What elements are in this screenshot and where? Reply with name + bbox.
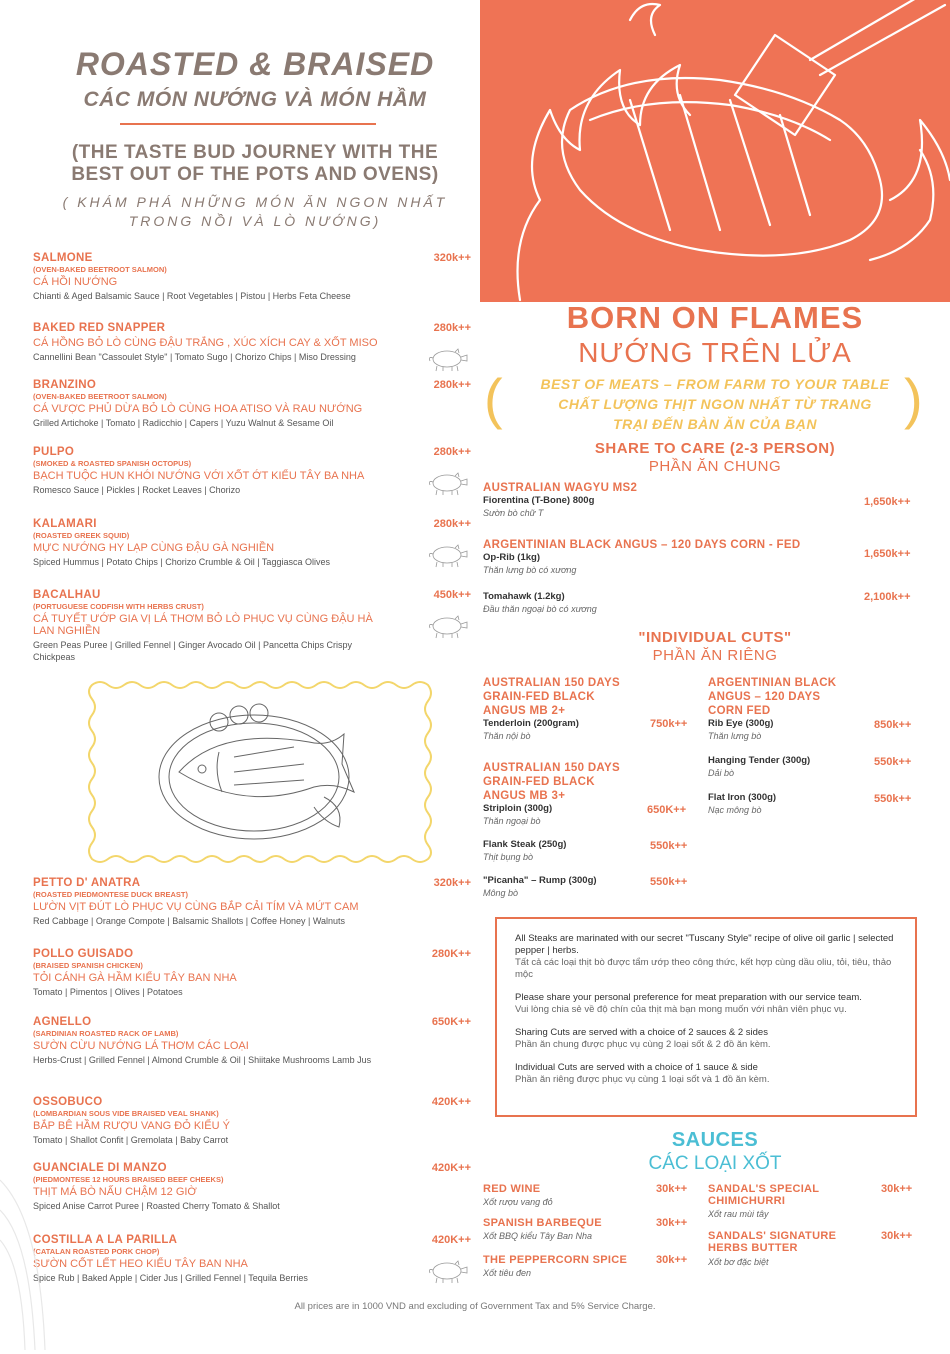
page-subtitle: CÁC MÓN NƯỚNG VÀ MÓN HẦM bbox=[83, 88, 427, 111]
dish-vi: BẮP BÊ HẦM RƯỢU VANG ĐỎ KIỂU Ý bbox=[33, 1120, 230, 1132]
dish-ingredients: Tomato | Pimentos | Olives | Potatoes bbox=[33, 987, 183, 997]
price-footnote: All prices are in 1000 VND and excluding of Government Tax and 5% Service Charge. bbox=[294, 1301, 656, 1312]
dish-vi: BẠCH TUỘC HUN KHÓI NƯỚNG VỚI XỐT ỚT KIỂU TÂY BA NHA bbox=[33, 470, 365, 482]
dish-price: 280k++ bbox=[433, 518, 471, 530]
dish-desc: (ROASTED GREEK SQUID) bbox=[33, 531, 130, 540]
cut-name: Flank Steak (250g) bbox=[483, 839, 567, 850]
dish-vi: TỎI CÁNH GÀ HẦM KIỂU TÂY BAN NHA bbox=[33, 972, 237, 984]
dish-desc: (OVEN-BAKED BEETROOT SALMON) bbox=[33, 392, 167, 401]
pork-icon bbox=[425, 613, 471, 639]
dish-name: SALMONE bbox=[33, 252, 93, 264]
individual-title: "INDIVIDUAL CUTS" bbox=[638, 629, 792, 646]
dish-ingredients: Herbs-Crust | Grilled Fennel | Almond Crumble & Oil | Shiitake Mushrooms Lamb Jus bbox=[33, 1055, 372, 1065]
cut-vi: Đầu thăn ngoại bò có xương bbox=[483, 604, 597, 614]
dish-name: AGNELLO bbox=[33, 1016, 92, 1028]
note-text-vi: Vui lòng chia sẻ về độ chín của thịt mà bạn mong muốn với nhân viên phục vụ. bbox=[515, 1004, 847, 1015]
cut-price: 850k++ bbox=[874, 719, 912, 731]
menu-item bbox=[33, 1016, 471, 1066]
menu-item bbox=[33, 446, 471, 496]
cut-name: Fiorentina (T-Bone) 800g bbox=[483, 495, 595, 506]
sauce-vi: Xốt bơ đặc biệt bbox=[708, 1257, 769, 1267]
note-text: Please share your personal preference for meat preparation with our service team. bbox=[515, 992, 862, 1003]
cut-name: "Picanha" – Rump (300g) bbox=[483, 875, 597, 886]
note-text-vi: Phần ăn chung được phục vụ cùng 2 loại sốt & 2 đồ ăn kèm. bbox=[515, 1039, 771, 1050]
sauce-price: 30k++ bbox=[881, 1230, 913, 1242]
pork-icon bbox=[425, 1258, 471, 1284]
share-title: SHARE TO CARE (2-3 PERSON) bbox=[594, 440, 836, 457]
dish-name: PULPO bbox=[33, 446, 75, 458]
tagline: (THE TASTE BUD JOURNEY WITH THE BEST OUT OF THE POTS AND OVENS) bbox=[71, 142, 439, 185]
dish-ingredients: Grilled Artichoke | Tomato | Radicchio | Capers | Yuzu Walnut & Sesame Oil bbox=[33, 418, 334, 428]
sauce-vi: Xốt tiêu đen bbox=[483, 1268, 532, 1278]
hero-title-vi: NƯỚNG TRÊN LỬA bbox=[578, 337, 852, 368]
dish-ingredients: Green Peas Puree | Grilled Fennel | Ginger Avocado Oil | Pancetta Chips Crispy Chickpeas bbox=[33, 640, 353, 662]
cut-vi: Thịt bụng bò bbox=[483, 852, 534, 862]
dish-vi: CÁ HỒI NƯỚNG bbox=[33, 276, 118, 288]
cut-price: 650K++ bbox=[647, 804, 687, 816]
cut-vi: Thăn ngoại bò bbox=[483, 816, 541, 826]
dish-desc: (PORTUGUESE CODFISH WITH HERBS CRUST) bbox=[33, 602, 204, 611]
dish-price: 280k++ bbox=[433, 322, 471, 334]
note-text: Sharing Cuts are served with a choice of 2 sauces & 2 sides bbox=[515, 1027, 768, 1038]
cut-vi: Sườn bò chữ T bbox=[483, 508, 544, 518]
dish-vi: THỊT MÁ BÒ NẤU CHẬM 12 GIỜ bbox=[33, 1186, 197, 1198]
dish-price: 420K++ bbox=[431, 1096, 471, 1108]
dish-price: 450k++ bbox=[433, 589, 471, 601]
dish-ingredients: Chianti & Aged Balsamic Sauce | Root Vegetables | Pistou | Herbs Feta Cheese bbox=[33, 291, 351, 301]
dish-desc: (CATALAN ROASTED PORK CHOP) bbox=[33, 1247, 160, 1256]
paren-right: ) bbox=[904, 367, 923, 430]
cut-origin: ARGENTINIAN BLACK ANGUS – 120 DAYS CORN FED bbox=[708, 677, 837, 717]
cut-price: 550k++ bbox=[874, 756, 912, 768]
dish-name: COSTILLA A LA PARILLA bbox=[33, 1234, 178, 1246]
note-text-vi: Tất cả các loại thịt bò được tẩm ướp theo công thức, kết hợp cùng dầu oliu, tỏi, tiêu, thảo mộc bbox=[515, 957, 892, 980]
cut-origin: AUSTRALIAN 150 DAYS GRAIN-FED BLACK ANGUS MB 3+ bbox=[483, 762, 620, 802]
grilled-meat-illustration bbox=[480, 0, 950, 302]
steak-notes bbox=[495, 917, 917, 1117]
sauce-price: 30k++ bbox=[656, 1217, 688, 1229]
cut-name: Tomahawk (1.2kg) bbox=[483, 591, 565, 602]
cut-name: Striploin (300g) bbox=[483, 803, 553, 814]
dish-desc: (BRAISED SPANISH CHICKEN) bbox=[33, 961, 143, 970]
dish-name: PETTO D' ANATRA bbox=[33, 877, 141, 889]
note-text: All Steaks are marinated with our secret "Tuscany Style" recipe of olive oil garlic | selected pepper | herbs. bbox=[515, 933, 894, 956]
cut-price: 1,650k++ bbox=[864, 548, 911, 560]
dish-ingredients: Cannellini Bean "Cassoulet Style" | Tomato Sugo | Chorizo Chips | Miso Dressing bbox=[33, 352, 356, 362]
dish-ingredients: Spiced Anise Carrot Puree | Roasted Cherry Tomato & Shallot bbox=[33, 1201, 280, 1211]
dish-price: 420K++ bbox=[431, 1162, 471, 1174]
dish-ingredients: Red Cabbage | Orange Compote | Balsamic Shallots | Coffee Honey | Walnuts bbox=[33, 916, 346, 926]
dish-desc: (SARDINIAN ROASTED RACK OF LAMB) bbox=[33, 1029, 179, 1038]
dish-ingredients: Spiced Hummus | Potato Chips | Chorizo Crumble & Oil | Taggiasca Olives bbox=[33, 557, 330, 567]
note-text-vi: Phần ăn riêng được phục vụ cùng 1 loại sốt và 1 đồ ăn kèm. bbox=[515, 1074, 770, 1085]
dish-name: GUANCIALE DI MANZO bbox=[33, 1162, 167, 1174]
cut-name: Tenderloin (200gram) bbox=[483, 718, 579, 729]
cut-vi: Thăn lưng bò bbox=[708, 731, 762, 741]
cut-name: Op-Rib (1kg) bbox=[483, 552, 540, 563]
dish-price: 650K++ bbox=[431, 1016, 471, 1028]
cut-vi: Thăn nội bò bbox=[483, 731, 531, 741]
cut-price: 550k++ bbox=[874, 793, 912, 805]
dish-vi: LƯỜN VỊT ĐÚT LÒ PHỤC VỤ CÙNG BẮP CẢI TÍM VÀ MỨT CAM bbox=[33, 901, 359, 913]
dish-name: POLLO GUISADO bbox=[33, 948, 134, 960]
sauces-title-vi: CÁC LOẠI XỐT bbox=[648, 1153, 782, 1174]
dish-ingredients: Romesco Sauce | Pickles | Rocket Leaves | Chorizo bbox=[33, 485, 241, 495]
dish-vi: CÁ TUYẾT ƯỚP GIA VỊ LÁ THƠM BỎ LÒ PHỤC VỤ CÙNG ĐẬU HÀ LAN NGHIỀN bbox=[33, 613, 373, 637]
dish-name: KALAMARI bbox=[33, 518, 97, 530]
dish-vi: SƯỜN CỪU NƯỚNG LÁ THƠM CÁC LOẠI bbox=[33, 1040, 249, 1052]
dish-desc: (ROASTED PIEDMONTESE DUCK BREAST) bbox=[33, 890, 189, 899]
cut-name: Rib Eye (300g) bbox=[708, 718, 774, 729]
dish-vi: SƯỜN CỐT LẾT HEO KIỂU TÂY BAN NHA bbox=[33, 1258, 248, 1270]
menu-item bbox=[33, 948, 471, 998]
dish-desc: (LOMBARDIAN SOUS VIDE BRAISED VEAL SHANK) bbox=[33, 1109, 219, 1118]
page-title: ROASTED & BRAISED bbox=[75, 46, 435, 82]
sauce-price: 30k++ bbox=[656, 1254, 688, 1266]
dish-price: 280K++ bbox=[431, 948, 471, 960]
sauce-name: RED WINE bbox=[483, 1183, 541, 1195]
sauce-price: 30k++ bbox=[881, 1183, 913, 1195]
sauce-name: SANDALS' SIGNATURE HERBS BUTTER bbox=[708, 1230, 837, 1254]
leaf-decoration bbox=[0, 1140, 60, 1354]
dish-vi: CÁ HỒNG BỎ LÒ CÙNG ĐẬU TRẮNG , XÚC XÍCH CAY & XỐT MISO bbox=[33, 337, 378, 349]
menu-item bbox=[33, 322, 471, 363]
hero-title: BORN ON FLAMES bbox=[566, 300, 864, 335]
cut-origin: AUSTRALIAN WAGYU MS2 bbox=[483, 482, 638, 494]
cut-name: Flat Iron (300g) bbox=[708, 792, 777, 803]
individual-title-vi: PHẦN ĂN RIÊNG bbox=[652, 647, 778, 664]
share-title-vi: PHẦN ĂN CHUNG bbox=[648, 458, 782, 475]
sauce-vi: Xốt rượu vang đỏ bbox=[483, 1197, 553, 1207]
dish-price: 420K++ bbox=[431, 1234, 471, 1246]
dish-name: BRANZINO bbox=[33, 379, 97, 391]
note-text: Individual Cuts are served with a choice of 1 sauce & side bbox=[515, 1062, 758, 1073]
dish-ingredients: Tomato | Shallot Confit | Gremolata | Baby Carrot bbox=[33, 1135, 229, 1145]
cut-vi: Nạc mông bò bbox=[708, 805, 762, 815]
cut-vi: Dải bò bbox=[708, 768, 735, 778]
tagline-vi: ( KHÁM PHÁ NHỮNG MÓN ĂN NGON NHẤT TRONG NỒI VÀ LÒ NƯỚNG) bbox=[62, 194, 448, 229]
menu-item bbox=[33, 589, 471, 663]
fish-illustration bbox=[84, 677, 434, 867]
menu-item bbox=[33, 518, 471, 568]
cut-origin: ARGENTINIAN BLACK ANGUS – 120 DAYS CORN - FED bbox=[483, 539, 801, 551]
dish-name: BACALHAU bbox=[33, 589, 101, 601]
menu-item bbox=[33, 379, 471, 429]
sauce-price: 30k++ bbox=[656, 1183, 688, 1195]
dish-vi: CÁ VƯỢC PHỦ DỪA BỎ LÒ CÙNG HOA ATISO VÀ RAU NƯỚNG bbox=[33, 403, 363, 415]
cut-vi: Thăn lưng bò có xương bbox=[483, 565, 577, 575]
dish-desc: (OVEN-BAKED BEETROOT SALMON) bbox=[33, 265, 167, 274]
cut-price: 550k++ bbox=[650, 840, 688, 852]
sauce-name: THE PEPPERCORN SPICE bbox=[483, 1254, 628, 1266]
menu-item bbox=[33, 1234, 471, 1284]
sauce-name: SANDAL'S SPECIAL CHIMICHURRI bbox=[708, 1183, 820, 1207]
cut-vi: Mông bò bbox=[483, 888, 519, 898]
hero-tagline: BEST OF MEATS – FROM FARM TO YOUR TABLE CHẤT LƯỢNG THỊT NGON NHẤT TỪ TRANG TRẠI ĐẾN BÀN ĂN CỦA BẠN bbox=[540, 376, 890, 432]
dish-vi: MỰC NƯỚNG HY LẠP CÙNG ĐẬU GÀ NGHIỀN bbox=[33, 542, 275, 554]
cut-price: 550k++ bbox=[650, 876, 688, 888]
pork-icon bbox=[425, 346, 471, 372]
menu-item bbox=[33, 877, 471, 927]
dish-name: OSSOBUCO bbox=[33, 1096, 103, 1108]
cut-price: 750k++ bbox=[650, 718, 688, 730]
menu-item bbox=[33, 1162, 471, 1212]
cut-origin: AUSTRALIAN 150 DAYS GRAIN-FED BLACK ANGUS MB 2+ bbox=[483, 677, 620, 717]
menu-item bbox=[33, 1096, 471, 1146]
sauce-name: SPANISH BARBEQUE bbox=[483, 1217, 602, 1229]
dish-desc: (PIEDMONTESE 12 HOURS BRAISED BEEF CHEEKS) bbox=[33, 1175, 224, 1184]
paren-left: ( bbox=[484, 367, 503, 430]
pork-icon bbox=[425, 470, 471, 496]
cut-price: 1,650k++ bbox=[864, 496, 911, 508]
dish-price: 320k++ bbox=[433, 252, 471, 264]
hero-banner bbox=[480, 0, 950, 302]
cut-name: Hanging Tender (300g) bbox=[708, 755, 811, 766]
sauce-vi: Xốt BBQ kiểu Tây Ban Nha bbox=[483, 1231, 593, 1241]
dish-desc: (SMOKED & ROASTED SPANISH OCTOPUS) bbox=[33, 459, 192, 468]
pork-icon bbox=[425, 542, 471, 568]
dish-ingredients: Spice Rub | Baked Apple | Cider Jus | Grilled Fennel | Tequila Berries bbox=[33, 1273, 308, 1283]
dish-price: 320k++ bbox=[433, 877, 471, 889]
sauce-vi: Xốt rau mùi tây bbox=[708, 1209, 769, 1219]
title-divider bbox=[120, 123, 376, 125]
dish-name: BAKED RED SNAPPER bbox=[33, 322, 166, 334]
cut-price: 2,100k++ bbox=[864, 591, 911, 603]
dish-price: 280k++ bbox=[433, 446, 471, 458]
dish-price: 280k++ bbox=[433, 379, 471, 391]
sauces-title: SAUCES bbox=[671, 1129, 759, 1151]
menu-item bbox=[33, 252, 471, 302]
